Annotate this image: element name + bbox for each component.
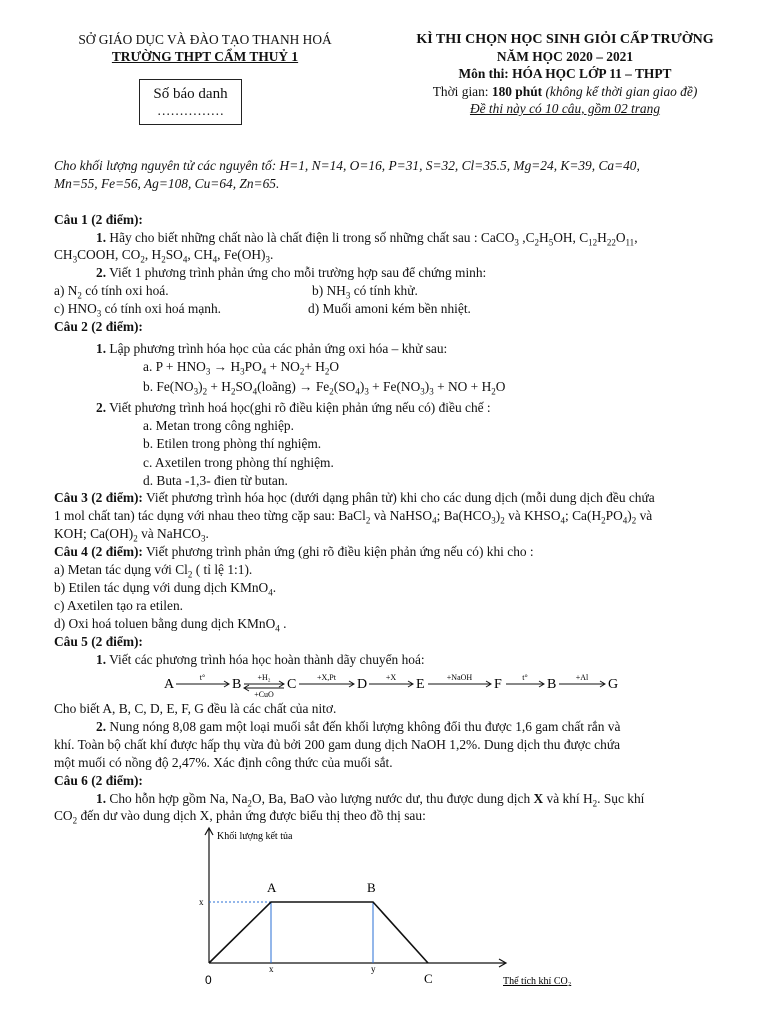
- point-label-C: C: [424, 971, 433, 986]
- chain-node-D: D: [357, 677, 368, 692]
- origin-label: 0: [205, 973, 212, 987]
- x-tick-x: x: [269, 964, 274, 974]
- school-name: TRƯỜNG THPT CẨM THUỶ 1: [111, 49, 299, 64]
- chain-node-B: B: [232, 677, 242, 692]
- chain-node-E: E: [416, 677, 425, 692]
- q2-part1: 1. Lập phương trình hóa học của các phản ứng oxi hóa – khử sau:: [96, 341, 448, 356]
- q2-title: Câu 2 (2 điểm):: [54, 319, 143, 334]
- q6-part1-line-1: 1. Cho hỗn hợp gồm Na, $Na_2O$, Ba, BaO vào lượng nước dư, thu được dung dịch X và khí $H_2$. Sục khí: [96, 791, 645, 809]
- candidate-number-dots: ……………: [157, 102, 224, 118]
- point-label-A: A: [267, 880, 277, 895]
- chain-node-F: F: [494, 677, 502, 692]
- q5-title: Câu 5 (2 điểm):: [54, 634, 143, 649]
- chain-condition-label: +X,Pt: [317, 673, 336, 682]
- department-name: SỞ GIÁO DỤC VÀ ĐÀO TẠO THANH HOÁ: [78, 32, 332, 47]
- q5-part2-line-1: 2. Nung nóng 8,08 gam một loại muối sắt đến khối lượng không đổi thu được 1,6 gam chất rắn và: [96, 719, 621, 734]
- exam-time: Thời gian: 180 phút (không kể thời gian giao đề): [432, 84, 698, 99]
- q6-part1-line-2: $CO_2$ đến dư vào dung dịch X, phản ứng được biểu thị theo đồ thị sau:: [54, 808, 426, 826]
- chain-condition-label-bottom: +CuO: [254, 690, 274, 699]
- exam-pages-note: Đề thi này có 10 câu, gồm 02 trang: [469, 101, 661, 116]
- q5-part1: 1. Viết các phương trình hóa học hoàn thành dãy chuyển hoá:: [96, 652, 425, 667]
- q1-title: Câu 1 (2 điểm):: [54, 212, 143, 227]
- q5-part2-line-3: một muối có nồng độ 2,47%. Xác định công thức của muối sắt.: [54, 755, 393, 770]
- q4-line-1: Câu 4 (2 điểm): Viết phương trình phản ứng (ghi rõ điều kiện phản ứng nếu có) khi cho :: [54, 544, 534, 559]
- chain-condition-label: +H₂: [257, 673, 271, 682]
- q3-line-1: Câu 3 (2 điểm): Viết phương trình hóa học (dưới dạng phân tử) khi cho các dung dịch (mỗi dung dịch đều chứa: [54, 490, 655, 505]
- x-axis-label: Thể tích khí CO₂: [503, 976, 572, 987]
- y-tick-x: x: [199, 897, 204, 907]
- chain-node-C: C: [287, 677, 297, 692]
- precipitate-chart-svg: [195, 823, 595, 993]
- exam-subject: Môn thi: HÓA HỌC LỚP 11 – THPT: [458, 66, 672, 81]
- q1-part1: 1. Hãy cho biết những chất nào là chất điện li trong số những chất sau : CaCO$_3$ $,C_2H_5OH$, $C_{12}H_{22}O_{11}$,: [96, 230, 638, 248]
- chain-condition-label: +X: [385, 673, 397, 682]
- q2-equation-a: a. $P + HNO_3 \to H_3PO_4 + NO_2+ H_2O$: [143, 359, 340, 377]
- q2-item-b: b. Etilen trong phòng thí nghiệm.: [143, 436, 322, 451]
- chain-condition-label: +Al: [575, 673, 589, 682]
- chain-node-G: G: [608, 677, 619, 692]
- q1-item-d: d) Muối amoni kém bền nhiệt.: [308, 301, 471, 316]
- conversion-chain-svg: [164, 670, 644, 700]
- school-year: NĂM HỌC 2020 – 2021: [496, 49, 634, 64]
- q2-equation-b: b. $Fe(NO_3)_2$ + $H_2SO_4(loãng) \to Fe_2(SO_4)_3 + Fe(NO_3)_3$ + NO + $H_2O$: [143, 379, 506, 397]
- atomic-masses-line-2: Mn=55, Fe=56, Ag=108, Cu=64, Zn=65.: [54, 176, 280, 191]
- candidate-number-box: [139, 79, 242, 125]
- x-tick-y: y: [371, 964, 376, 974]
- chain-condition-label: t°: [199, 673, 206, 682]
- chain-condition-label: t°: [522, 673, 528, 682]
- q1-part2: 2. Viết 1 phương trình phản ứng cho mỗi trường hợp sau để chứng minh:: [96, 265, 487, 280]
- q1-item-b: b) $NH_3$ có tính khử.: [312, 283, 418, 301]
- q2-part2: 2. Viết phương trình hoá học(ghi rõ điều kiện phản ứng nếu có) điều chế :: [96, 400, 491, 415]
- y-axis-label: Khối lượng kết tủa: [217, 831, 293, 842]
- chain-node-A: A: [164, 677, 175, 692]
- atomic-masses-line-1: Cho khối lượng nguyên tử các nguyên tố: H=1, N=14, O=16, P=31, S=32, Cl=35.5, Mg=24, K=39, Ca=40,: [54, 158, 640, 173]
- q5-note: Cho biết A, B, C, D, E, F, G đều là các chất của nitơ.: [54, 701, 337, 716]
- q2-item-c: c. Axetilen trong phòng thí nghiệm.: [143, 455, 334, 470]
- q4-item-b: b) Etilen tác dụng với dung dịch KMnO$_4$.: [54, 580, 277, 598]
- candidate-number-label: Số báo danh: [153, 86, 228, 102]
- q2-item-a: a. Metan trong công nghiệp.: [143, 418, 294, 433]
- q6-title: Câu 6 (2 điểm):: [54, 773, 143, 788]
- q3-line-2: 1 mol chất tan) tác dụng với nhau theo từng cặp sau: BaCl$_2$ và NaHSO$_4$; $Ba(HCO_3)_2$ và $KHSO_4$; $Ca(H_2PO_4)_2$ và: [54, 508, 653, 526]
- q1-item-a: a) $N_2$ có tính oxi hoá.: [54, 283, 169, 301]
- exam-title: KÌ THI CHỌN HỌC SINH GIỎI CẤP TRƯỜNG: [416, 32, 714, 47]
- q3-line-3: KOH; $Ca(OH)_2$ và NaHCO$_3$.: [54, 526, 209, 544]
- q5-part2-line-2: khí. Toàn bộ chất khí được hấp thụ vừa đủ bởi 200 gam dung dịch NaOH 1,2%. Dung dịch thu được chứa: [54, 737, 621, 752]
- q1-item-c: c) $HNO_3$ có tính oxi hoá mạnh.: [54, 301, 222, 319]
- precipitate-chart: [195, 823, 595, 998]
- q2-item-d: d. Buta -1,3- đien từ butan.: [143, 473, 288, 488]
- chain-node-B: B: [547, 677, 557, 692]
- point-label-B: B: [367, 880, 376, 895]
- conversion-chain: [164, 670, 644, 700]
- chain-condition-label: +NaOH: [446, 673, 473, 682]
- q4-item-c: c) Axetilen tạo ra etilen.: [54, 598, 184, 613]
- q4-item-a: a) Metan tác dụng với $Cl_2$ ( tỉ lệ 1:1).: [54, 562, 253, 580]
- q4-item-d: d) Oxi hoá toluen bằng dung dịch KMnO$_4$ .: [54, 616, 287, 634]
- q1-part1-cont: $CH_3COOH$, $CO_2$, $H_2SO_4$, $CH_4$, $Fe(OH)_3$.: [54, 247, 274, 265]
- precipitate-series-line: [209, 902, 428, 963]
